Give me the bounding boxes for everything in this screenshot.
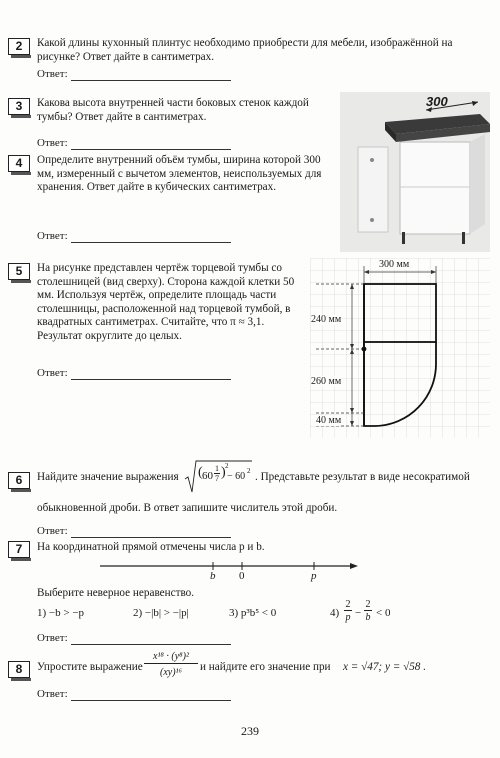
answer-line-7[interactable]	[71, 644, 231, 645]
answer-label: Ответ:	[37, 525, 68, 537]
label-40mm: 40 мм	[316, 415, 342, 426]
task-8-text-b: и найдите его значение при	[200, 661, 331, 673]
task-5-text: На рисунке представлен чертёж торцевой тумбы со столешницей (вид сверху). Сторона каждой клетки 50 мм. Используя чертёж, определите площадь части столешницы, расположенной над торцевой тумбой, в квадратных сантиметрах. Считайте, что π ≈ 3,1. Результат округлите до целых.	[37, 262, 295, 342]
page-number: 239	[241, 724, 259, 738]
option-4[interactable]: 4) 2 p − 2 b < 0	[330, 599, 391, 623]
task-6-text-b: . Представьте результат в виде несократимой	[255, 471, 470, 483]
answer-line-8[interactable]	[71, 700, 231, 701]
answer-line-6[interactable]	[71, 537, 231, 538]
task-6-expression: ( 60 1 7 ) 2 − 60 2	[184, 459, 252, 495]
answer-line-2[interactable]	[71, 80, 231, 81]
answer-line-5[interactable]	[71, 379, 231, 380]
cabinet-photo	[340, 92, 490, 252]
answer-label: Ответ:	[37, 632, 68, 644]
label-240mm: 240 мм	[311, 314, 342, 325]
answer-line-3[interactable]	[71, 149, 231, 150]
task-8-text-a: Упростите выражение	[37, 661, 143, 673]
task-3-text: Какова высота внутренней части боковых стенок каждой тумбы? Ответ дайте в сантиметрах.	[37, 97, 309, 123]
task-6-text-c: обыкновенной дроби. В ответ запишите числитель этой дроби.	[37, 502, 338, 514]
task-6-text-a: Найдите значение выражения	[37, 471, 179, 483]
task-number-8: 8	[8, 661, 30, 678]
task-number-2: 2	[8, 38, 30, 55]
option-3[interactable]: 3) p³b⁵ < 0	[229, 607, 277, 619]
option-1[interactable]: 1) −b > −p	[37, 607, 85, 619]
option-2[interactable]: 2) −|b| > −|p|	[133, 607, 189, 619]
task-7-text: На координатной прямой отмечены числа p и b.	[37, 541, 265, 553]
task-4-text: Определите внутренний объём тумбы, ширина которой 300 мм, измеренный с вычетом элементов, неиспользуемых для хранения. Ответ дайте в кубических сантиметрах.	[37, 154, 322, 193]
task-number-5: 5	[8, 263, 30, 280]
task-8-condition: x = √47; y = √58 .	[343, 661, 426, 673]
answer-label: Ответ:	[37, 688, 68, 700]
axis-label-p: p	[311, 570, 317, 582]
task-8-fraction: x¹⁸ · (y⁸)² (xy)¹⁶	[144, 651, 198, 683]
answer-label: Ответ:	[37, 230, 68, 242]
label-300mm: 300 мм	[379, 259, 410, 270]
countertop-drawing	[310, 258, 490, 438]
task-2-text: Какой длины кухонный плинтус необходимо приобрести для мебели, изображённой на рисунке? Ответ дайте в сантиметрах.	[37, 37, 453, 63]
task-number-7: 7	[8, 541, 30, 558]
answer-label: Ответ:	[37, 68, 68, 80]
number-line	[100, 558, 360, 584]
task-number-3: 3	[8, 98, 30, 115]
cabinet-width-label: 300	[426, 94, 448, 109]
axis-label-b: b	[210, 570, 216, 582]
answer-line-4[interactable]	[71, 242, 231, 243]
answer-label: Ответ:	[37, 137, 68, 149]
label-260mm: 260 мм	[311, 376, 342, 387]
task-number-4: 4	[8, 155, 30, 172]
task-number-6: 6	[8, 472, 30, 489]
task-7-prompt: Выберите неверное неравенство.	[37, 587, 195, 599]
answer-label: Ответ:	[37, 367, 68, 379]
axis-label-0: 0	[239, 570, 245, 582]
